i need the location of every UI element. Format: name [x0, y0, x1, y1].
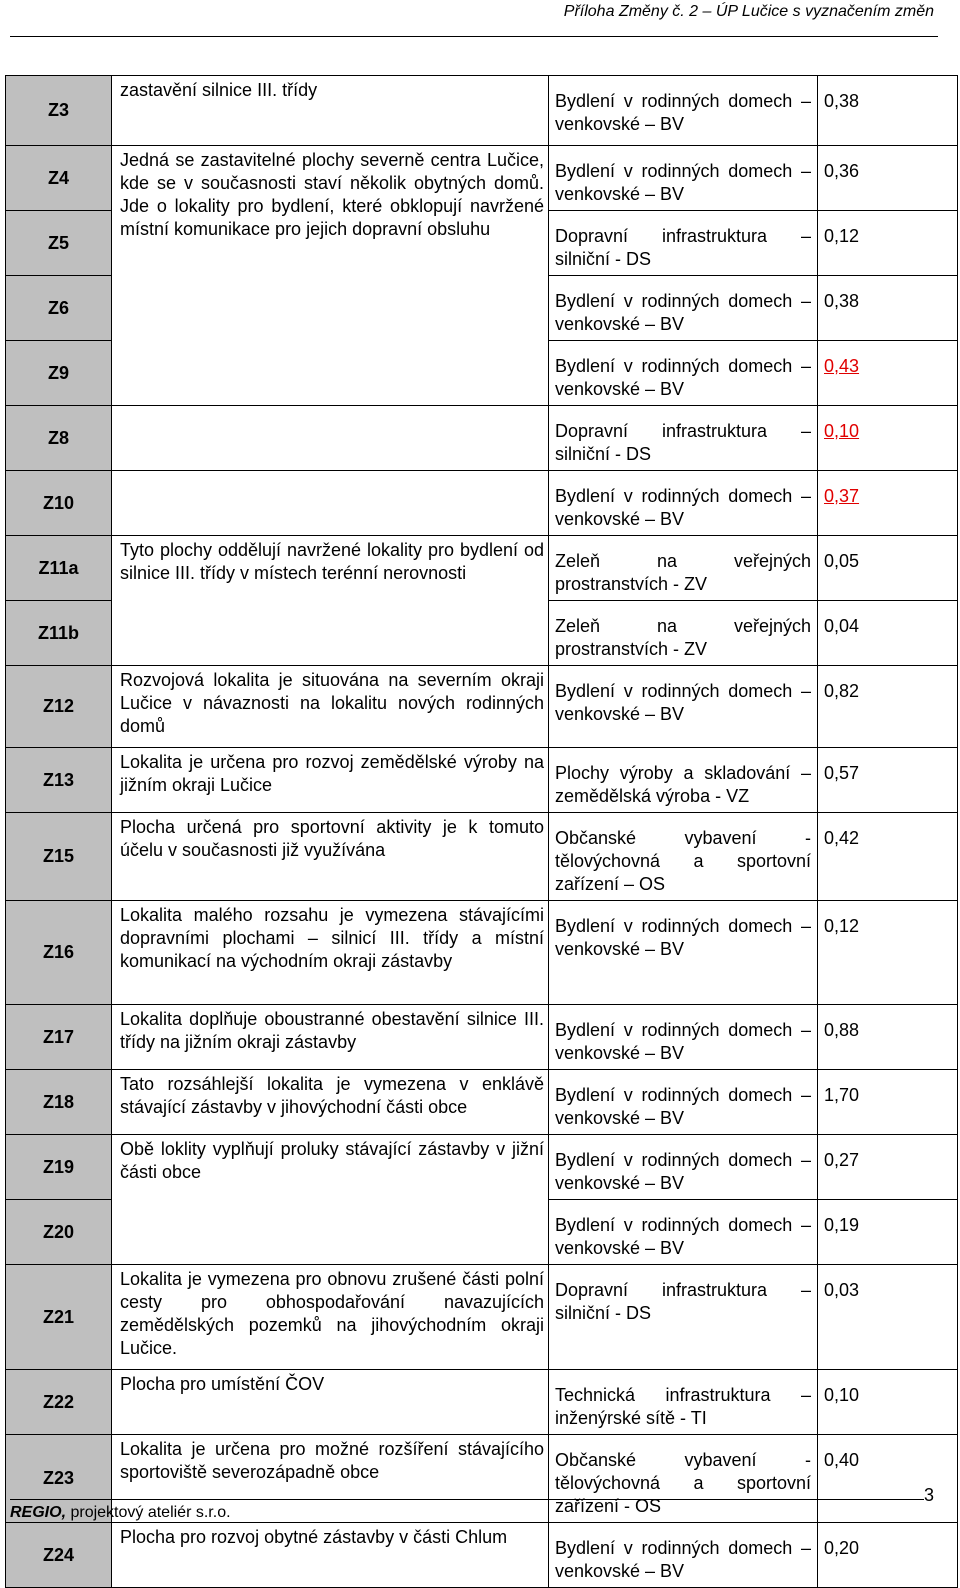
zone-land-use: Technická infrastruktura – inženýrské sítě - TI — [549, 1370, 818, 1435]
zone-area: 0,05 — [818, 536, 958, 601]
zone-area: 0,82 — [818, 666, 958, 748]
table-row — [6, 146, 958, 211]
zone-description: Plocha pro umístění ČOV — [112, 1370, 549, 1435]
table-row — [6, 536, 958, 601]
table-row — [6, 666, 958, 748]
zone-description: Lokalita malého rozsahu je vymezena stávajícími dopravními plochami – silnicí III. třídy a místní komunikací na východním okraji zástavby — [112, 901, 549, 1005]
zone-area: 0,19 — [818, 1200, 958, 1265]
zone-area: 0,40 — [818, 1435, 958, 1523]
header-divider — [10, 36, 938, 37]
table-row — [6, 1523, 958, 1588]
zone-id: Z20 — [6, 1200, 112, 1265]
zone-description: Plocha pro rozvoj obytné zástavby v části Chlum — [112, 1523, 549, 1588]
zone-area: 0,27 — [818, 1135, 958, 1200]
zone-land-use: Bydlení v rodinných domech – venkovské – BV — [549, 146, 818, 211]
table-row — [6, 1370, 958, 1435]
zone-land-use: Bydlení v rodinných domech – venkovské – BV — [549, 341, 818, 406]
footer-company-rest: projektový ateliér s.r.o. — [66, 1504, 231, 1521]
zone-land-use: Bydlení v rodinných domech – venkovské – BV — [549, 471, 818, 536]
zone-id: Z6 — [6, 276, 112, 341]
zone-description: Obě loklity vyplňují proluky stávající zástavby v jižní části obce — [112, 1135, 549, 1265]
zone-area: 1,70 — [818, 1070, 958, 1135]
footer-divider — [10, 1499, 924, 1500]
zones-table — [5, 75, 958, 1588]
zone-description: Plocha určená pro sportovní aktivity je k tomuto účelu v současnosti již využívána — [112, 813, 549, 901]
zone-description: Tato rozsáhlejší lokalita je vymezena v enklávě stávající zástavby v jihovýchodní části obce — [112, 1070, 549, 1135]
zone-area: 0,10 — [818, 406, 958, 471]
zone-land-use: Bydlení v rodinných domech – venkovské – BV — [549, 1135, 818, 1200]
table-row — [6, 1005, 958, 1070]
zone-land-use: Plochy výroby a skladování – zemědělská výroba - VZ — [549, 748, 818, 813]
zone-land-use: Bydlení v rodinných domech – venkovské – BV — [549, 901, 818, 1005]
zone-id: Z24 — [6, 1523, 112, 1588]
table-row — [6, 901, 958, 1005]
zone-area: 0,37 — [818, 471, 958, 536]
zone-id: Z10 — [6, 471, 112, 536]
zone-area: 0,36 — [818, 146, 958, 211]
zone-description: Lokalita je vymezena pro obnovu zrušené části polní cesty pro obhospodařování navazujících zemědělských pozemků na jihovýchodním okraji Lučice. — [112, 1265, 549, 1370]
table-row — [6, 471, 958, 536]
zone-area: 0,03 — [818, 1265, 958, 1370]
zone-land-use: Bydlení v rodinných domech – venkovské – BV — [549, 1070, 818, 1135]
zone-description: Rozvojová lokalita je situována na severním okraji Lučice v návaznosti na lokalitu nových rodinných domů — [112, 666, 549, 748]
zone-description: Lokalita je určena pro možné rozšíření stávajícího sportoviště severozápadně obce — [112, 1435, 549, 1523]
zone-area: 0,12 — [818, 211, 958, 276]
zone-land-use: Bydlení v rodinných domech – venkovské – BV — [549, 76, 818, 146]
zone-land-use: Bydlení v rodinných domech – venkovské – BV — [549, 1523, 818, 1588]
zone-id: Z11b — [6, 601, 112, 666]
zone-description — [112, 471, 549, 536]
zone-area: 0,38 — [818, 76, 958, 146]
zone-id: Z11a — [6, 536, 112, 601]
zone-land-use: Zeleň na veřejných prostranstvích - ZV — [549, 601, 818, 666]
zone-id: Z8 — [6, 406, 112, 471]
zone-id: Z18 — [6, 1070, 112, 1135]
zone-land-use: Bydlení v rodinných domech – venkovské – BV — [549, 666, 818, 748]
zone-id: Z22 — [6, 1370, 112, 1435]
zone-id: Z21 — [6, 1265, 112, 1370]
zone-id: Z13 — [6, 748, 112, 813]
zone-area: 0,43 — [818, 341, 958, 406]
zone-land-use: Občanské vybavení - tělovýchovná a sportovní zařízení - OS — [549, 1435, 818, 1523]
zone-description: Tyto plochy oddělují navržené lokality pro bydlení od silnice III. třídy v místech terénní nerovnosti — [112, 536, 549, 666]
zone-id: Z5 — [6, 211, 112, 276]
zone-id: Z16 — [6, 901, 112, 1005]
zone-id: Z3 — [6, 76, 112, 146]
table-row — [6, 76, 958, 146]
zone-land-use: Bydlení v rodinných domech – venkovské – BV — [549, 1200, 818, 1265]
zone-description: zastavění silnice III. třídy — [112, 76, 549, 146]
zone-land-use: Občanské vybavení - tělovýchovná a sportovní zařízení – OS — [549, 813, 818, 901]
zone-id: Z17 — [6, 1005, 112, 1070]
zone-area: 0,10 — [818, 1370, 958, 1435]
zone-land-use: Zeleň na veřejných prostranstvích - ZV — [549, 536, 818, 601]
zone-area: 0,57 — [818, 748, 958, 813]
zone-area: 0,04 — [818, 601, 958, 666]
zone-description — [112, 406, 549, 471]
zone-description: Lokalita doplňuje oboustranné obestavění silnice III. třídy na jižním okraji zástavby — [112, 1005, 549, 1070]
footer-company — [10, 1504, 231, 1522]
zone-area: 0,38 — [818, 276, 958, 341]
table-row — [6, 813, 958, 901]
page-number: 3 — [923, 1485, 934, 1505]
zone-land-use: Dopravní infrastruktura – silniční - DS — [549, 1265, 818, 1370]
page-header-title: Příloha Změny č. 2 – ÚP Lučice s vyznačením změn — [563, 3, 934, 20]
zone-area: 0,88 — [818, 1005, 958, 1070]
table-row — [6, 406, 958, 471]
table-row — [6, 1135, 958, 1200]
zone-area: 0,42 — [818, 813, 958, 901]
zone-description: Jedná se zastavitelné plochy severně centra Lučice, kde se v současnosti staví několik obytných domů. Jde o lokality pro bydlení, které obklopují navržené místní komunikace pro jejich dopravní obsluhu — [112, 146, 549, 406]
zone-id: Z19 — [6, 1135, 112, 1200]
zone-area: 0,12 — [818, 901, 958, 1005]
zone-land-use: Dopravní infrastruktura – silniční - DS — [549, 211, 818, 276]
table-row — [6, 1070, 958, 1135]
zone-land-use: Bydlení v rodinných domech – venkovské – BV — [549, 276, 818, 341]
zone-id: Z15 — [6, 813, 112, 901]
zone-land-use: Dopravní infrastruktura – silniční - DS — [549, 406, 818, 471]
table-row — [6, 1265, 958, 1370]
zone-id: Z12 — [6, 666, 112, 748]
zone-land-use: Bydlení v rodinných domech – venkovské – BV — [549, 1005, 818, 1070]
zone-area: 0,20 — [818, 1523, 958, 1588]
footer-company-name: REGIO, — [10, 1504, 67, 1521]
zone-id: Z23 — [6, 1435, 112, 1523]
zone-id: Z4 — [6, 146, 112, 211]
table-row — [6, 748, 958, 813]
zone-id: Z9 — [6, 341, 112, 406]
zone-description: Lokalita je určena pro rozvoj zemědělské výroby na jižním okraji Lučice — [112, 748, 549, 813]
